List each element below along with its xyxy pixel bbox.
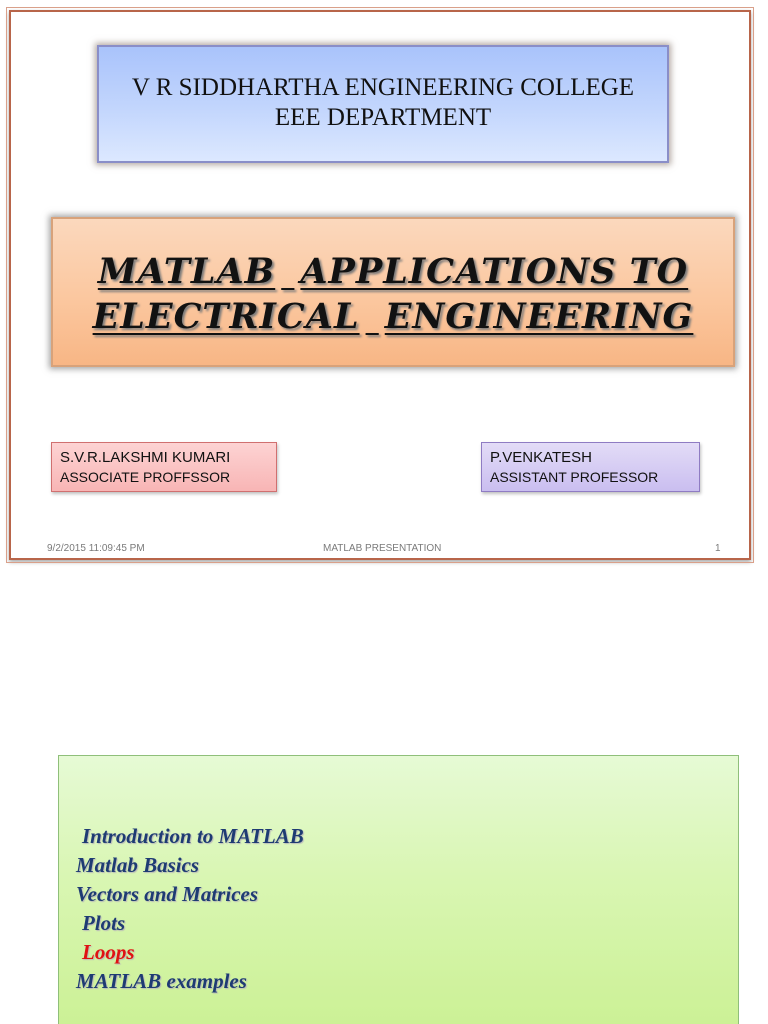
agenda-item: Matlab Basics	[76, 853, 200, 877]
slide-1	[9, 10, 751, 560]
title-word-applications: APPLICATIONS TO	[300, 251, 689, 292]
agenda-item: Plots	[82, 911, 126, 935]
author-right-role: ASSISTANT PROFESSOR	[490, 469, 659, 485]
author-left-name: S.V.R.LAKSHMI KUMARI	[60, 449, 231, 466]
footer-date: 9/2/2015 11:09:45 PM	[47, 543, 145, 554]
agenda-list	[76, 822, 304, 996]
title-word-engineering: ENGINEERING	[384, 296, 694, 337]
title-word-electrical: ELECTRICAL	[92, 296, 360, 337]
footer-page-number: 1	[715, 543, 721, 554]
author-left-role: ASSOCIATE PROFFSSOR	[60, 469, 231, 485]
agenda-item: MATLAB examples	[76, 969, 247, 993]
author-box-left	[51, 442, 277, 492]
agenda-item-highlighted: Loops	[82, 940, 135, 964]
college-name: V R SIDDHARTHA ENGINEERING COLLEGE	[131, 74, 635, 101]
slide-2	[58, 755, 739, 1024]
title-word-matlab: MATLAB	[97, 251, 276, 292]
college-header-box	[97, 45, 669, 163]
department-name: EEE DEPARTMENT	[274, 104, 492, 131]
author-box-right	[481, 442, 700, 492]
presentation-title-box	[51, 217, 735, 367]
title-line-2	[53, 294, 733, 339]
agenda-item: Vectors and Matrices	[76, 882, 259, 906]
footer-title: MATLAB PRESENTATION	[323, 543, 442, 554]
author-right-name: P.VENKATESH	[490, 449, 592, 466]
title-line-1	[53, 249, 733, 294]
agenda-item: Introduction to MATLAB	[82, 824, 304, 848]
